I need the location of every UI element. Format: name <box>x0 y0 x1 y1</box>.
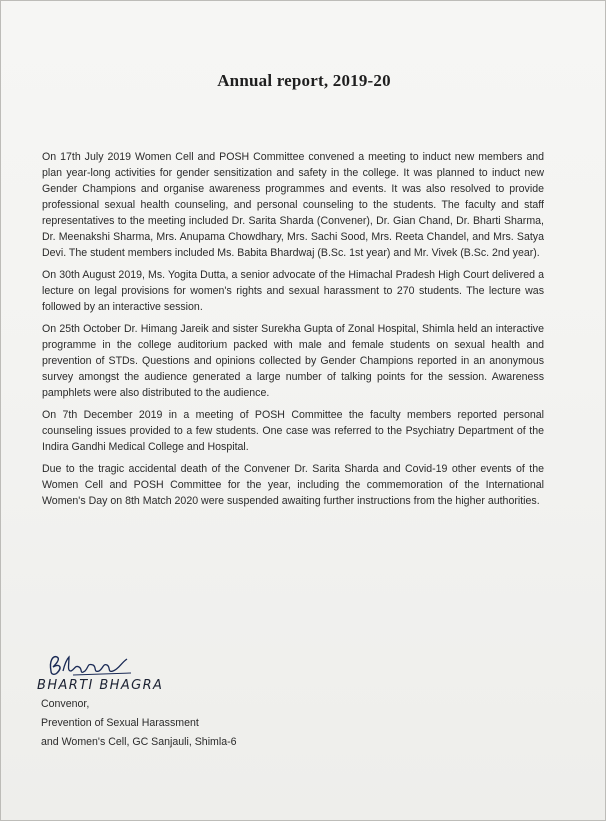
signature-block <box>41 695 237 752</box>
signatory-org-line2: and Women's Cell, GC Sanjauli, Shimla-6 <box>41 736 237 748</box>
paragraph-meeting-july: On 17th July 2019 Women Cell and POSH Committee convened a meeting to induct new members and plan year-long activities for gender sensitization and safety in the college. It was planned to induct new Gender Champions and organise awareness programmes and events. It was also resolved to provide professional sexual health counseling, and personal counseling to the students. The faculty and staff representatives to the meeting included Dr. Sarita Sharda (Convener), Dr. Gian Chand, Dr. Bharti Sharma, Dr. Meenakshi Sharma, Mrs. Anupama Chowdhary, Mrs. Sachi Sood, Mrs. Reeta Chandel, and Mrs. Satya Devi. The student members included Ms. Babita Bhardwaj (B.Sc. 1st year) and Mr. Vivek (B.Sc. 2nd year). <box>42 151 544 259</box>
paragraph-programme-october: On 25th October Dr. Himang Jareik and sister Surekha Gupta of Zonal Hospital, Shimla held an interactive programme in the college auditorium packed with male and female students on sexual health and prevention of STDs. Questions and opinions collected by Gender Champions reported in an anonymous survey amongst the audience generated a large number of talking points for the session. Awareness pamphlets were also distributed to the audience. <box>42 323 544 399</box>
paragraph-suspension: Due to the tragic accidental death of the Convener Dr. Sarita Sharda and Covid-19 other events of the Women Cell and POSH Committee for the year, including the commemoration of the International Women's Day on 8th Match 2020 were suspended awaiting further instructions from the higher authorities. <box>42 463 544 507</box>
signatory-role: Convenor, <box>41 698 90 710</box>
paragraph-lecture-august: On 30th August 2019, Ms. Yogita Dutta, a senior advocate of the Himachal Pradesh High Court delivered a lecture on legal provisions for women's rights and sexual harassment to 270 students. The lecture was followed by an interactive session. <box>42 269 544 313</box>
signatory-org-line1: Prevention of Sexual Harassment <box>41 717 199 729</box>
report-title: Annual report, 2019-20 <box>217 71 391 90</box>
handwritten-signature <box>45 649 135 681</box>
paragraph-meeting-december: On 7th December 2019 in a meeting of POSH Committee the faculty members reported personal counseling issues provided to a few students. One case was referred to the Psychiatry Department of the Indira Gandhi Medical College and Hospital. <box>42 409 544 453</box>
report-body <box>42 149 544 515</box>
signatory-name: BHARTI BHAGRA <box>37 678 164 693</box>
